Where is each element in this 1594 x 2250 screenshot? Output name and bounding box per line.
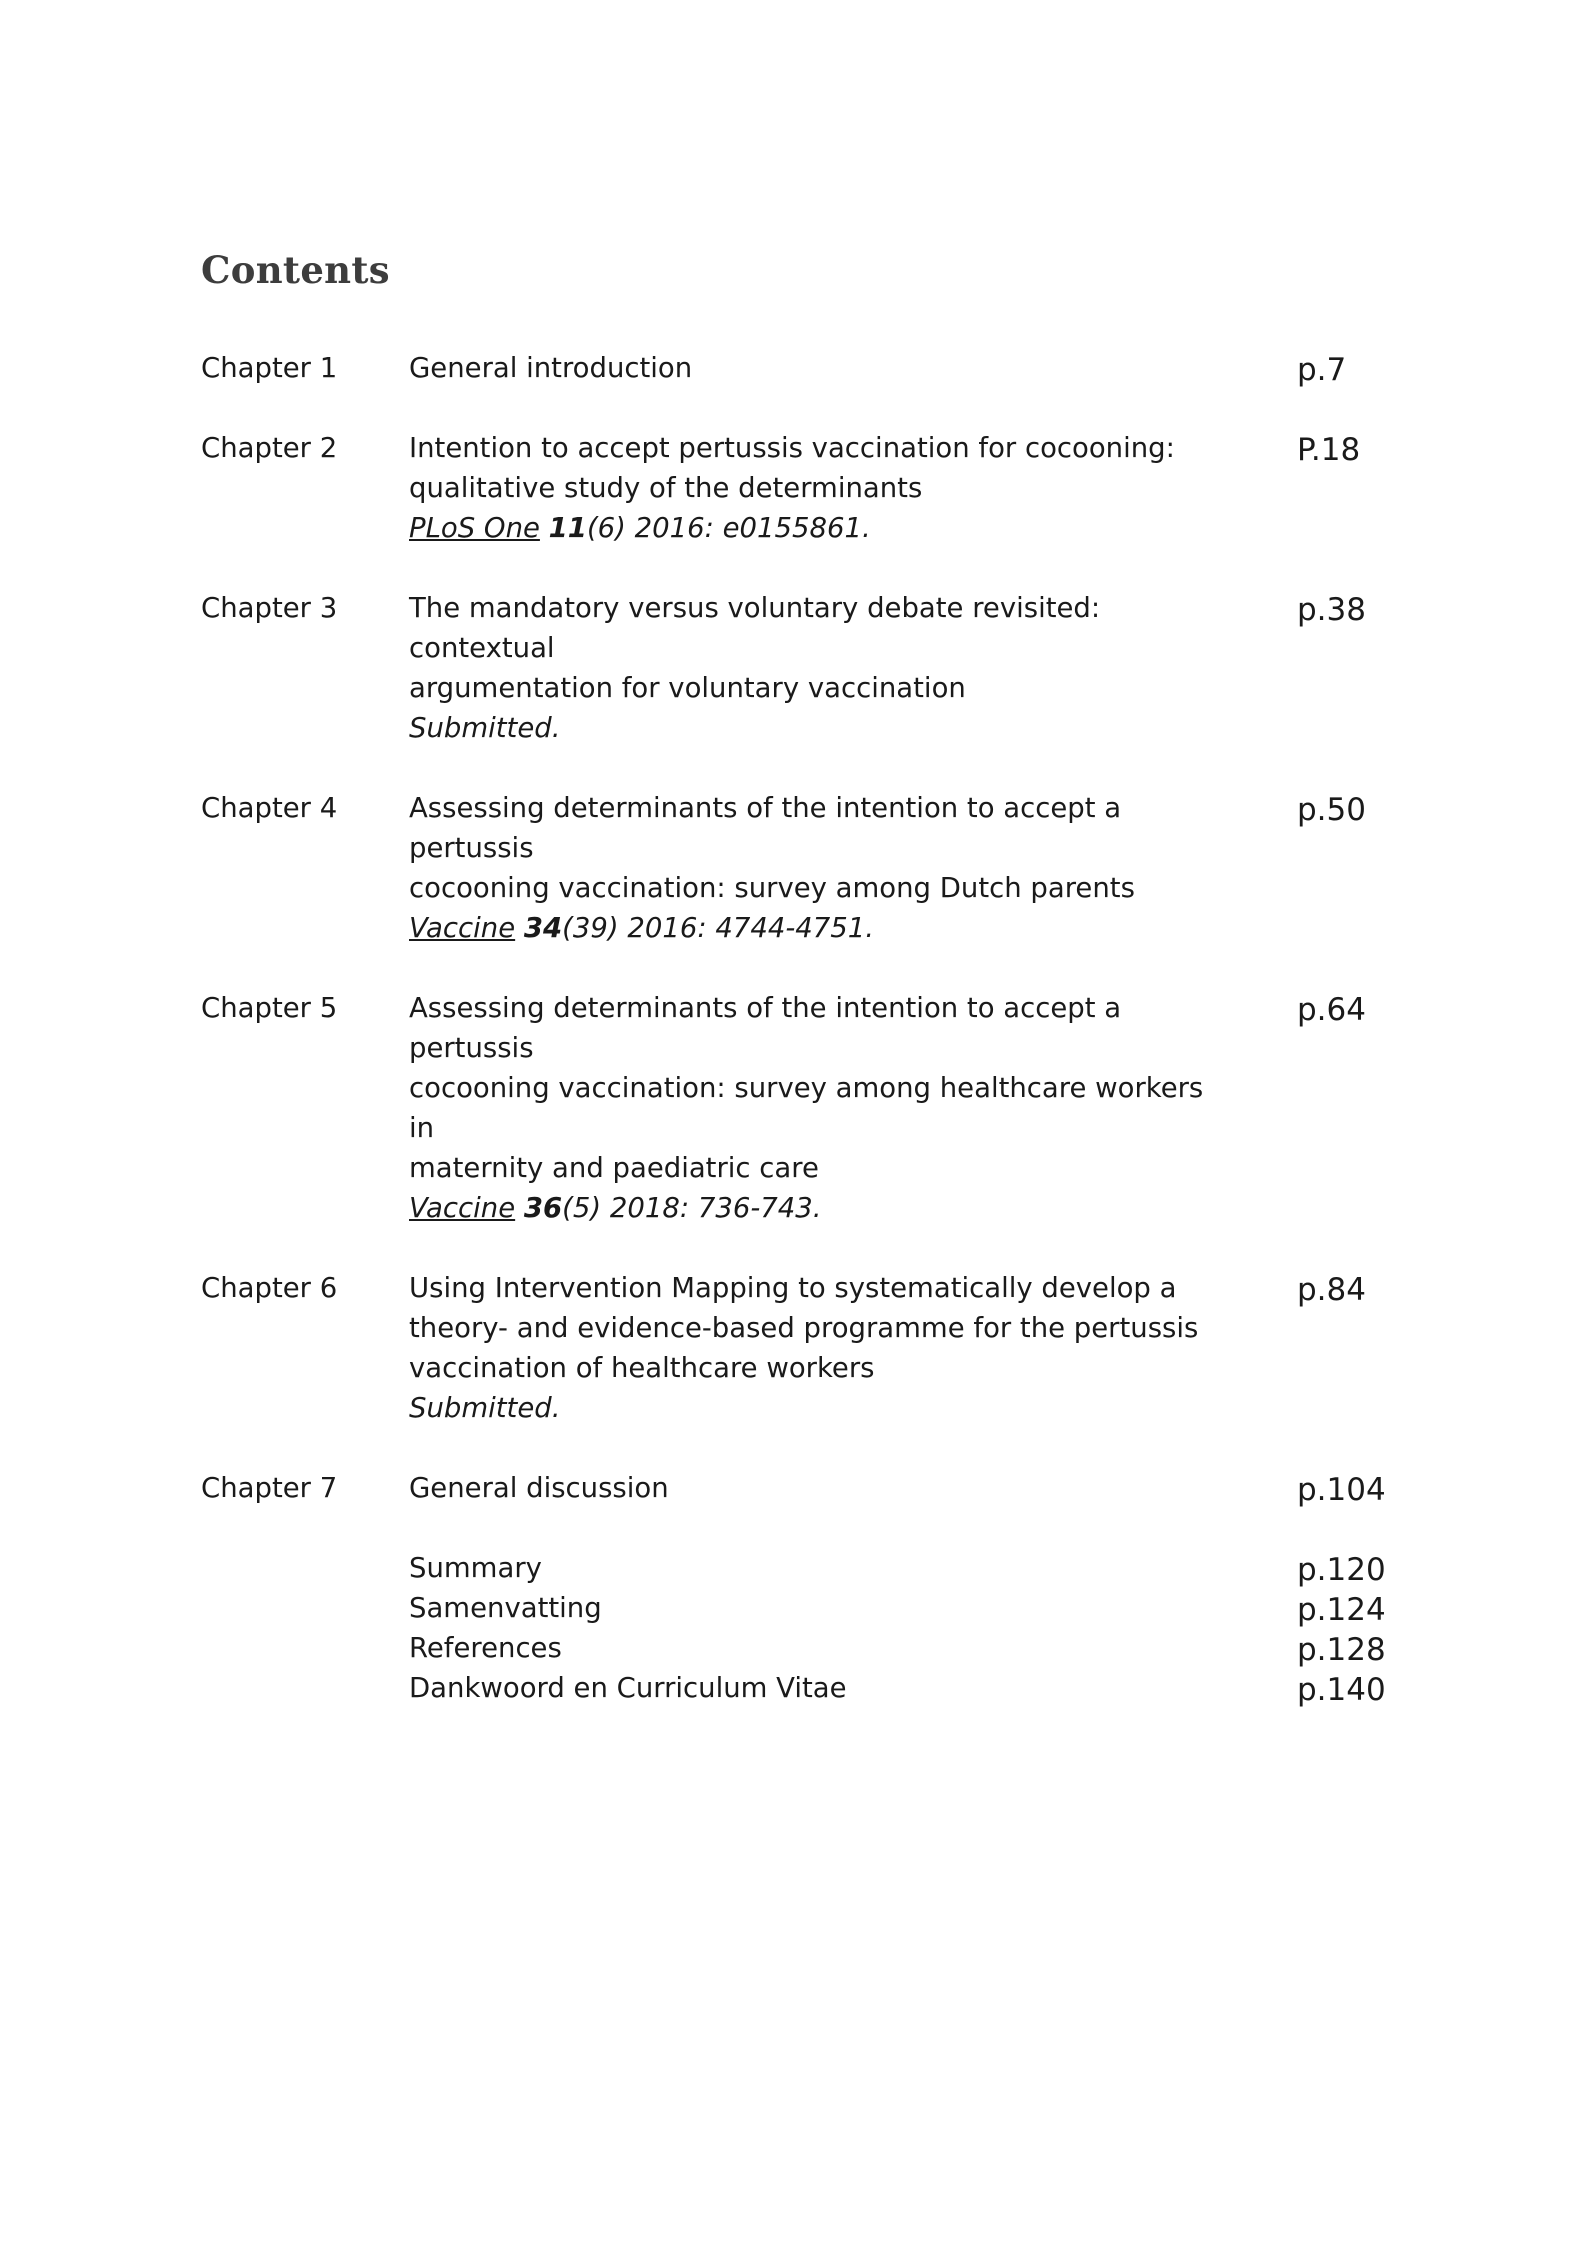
page-number: p.120: [1297, 1552, 1386, 1588]
publication-reference: [409, 908, 1209, 948]
publication-reference: [409, 1188, 1209, 1228]
journal-name: Vaccine: [409, 912, 516, 944]
chapter-label: Chapter 4: [201, 792, 338, 824]
page-number: p.128: [1297, 1632, 1386, 1668]
toc-entry-chapter-4: [201, 788, 1441, 948]
toc-entry-chapter-5: [201, 988, 1441, 1228]
toc-entry-summary: [201, 1548, 1441, 1588]
chapter-title: The mandatory versus voluntary debate revisited: contextual argumentation for voluntary vaccination: [409, 592, 1101, 704]
page-number: p.140: [1297, 1672, 1386, 1708]
toc-entry-references: [201, 1628, 1441, 1668]
page-number: p.124: [1297, 1592, 1386, 1628]
toc-entry-chapter-1: [201, 348, 1441, 388]
toc-entry-dankwoord: [201, 1668, 1441, 1708]
section-title: Samenvatting: [409, 1592, 602, 1624]
chapter-label: Chapter 2: [201, 432, 338, 464]
chapter-label: Chapter 5: [201, 992, 338, 1024]
chapter-title: Assessing determinants of the intention to accept a pertussis cocooning vaccination: survey among healthcare workers in maternity and paediatric care: [409, 992, 1204, 1184]
journal-volume: 34: [523, 912, 563, 944]
chapter-label: Chapter 3: [201, 592, 338, 624]
backmatter-list: [201, 1548, 1441, 1708]
page-number: p.7: [1297, 352, 1347, 388]
section-title: References: [409, 1632, 562, 1664]
page-title: Contents: [201, 248, 390, 292]
chapter-title: Assessing determinants of the intention to accept a pertussis cocooning vaccination: survey among Dutch parents: [409, 792, 1135, 904]
section-title: Summary: [409, 1552, 542, 1584]
chapter-title: Intention to accept pertussis vaccination for cocooning: qualitative study of the determinants: [409, 432, 1175, 504]
chapter-title: General introduction: [409, 352, 693, 384]
page-number: P.18: [1297, 432, 1361, 468]
page-number: p.38: [1297, 592, 1366, 628]
citation-details: (39) 2016: 4744-4751.: [562, 912, 874, 944]
toc-entry-chapter-7: [201, 1468, 1441, 1508]
page-number: p.64: [1297, 992, 1366, 1028]
journal-name: Vaccine: [409, 1192, 516, 1224]
section-title: Dankwoord en Curriculum Vitae: [409, 1672, 847, 1704]
page-number: p.84: [1297, 1272, 1366, 1308]
toc-entry-chapter-3: [201, 588, 1441, 748]
chapter-label: Chapter 1: [201, 352, 338, 384]
chapter-label: Chapter 7: [201, 1472, 338, 1504]
chapter-title: General discussion: [409, 1472, 669, 1504]
journal-volume: 36: [523, 1192, 563, 1224]
toc-entry-chapter-6: [201, 1268, 1441, 1428]
journal-volume: 11: [548, 512, 587, 544]
toc-entry-samenvatting: [201, 1588, 1441, 1628]
journal-name: PLoS One: [409, 512, 540, 544]
page-number: p.104: [1297, 1472, 1386, 1508]
chapter-label: Chapter 6: [201, 1272, 338, 1304]
citation-details: (5) 2018: 736-743.: [562, 1192, 822, 1224]
table-of-contents: [201, 348, 1441, 1708]
toc-entry-chapter-2: [201, 428, 1441, 548]
page-number: p.50: [1297, 792, 1366, 828]
citation-details: (6) 2016: e0155861.: [586, 512, 871, 544]
publication-status: Submitted.: [409, 1392, 561, 1424]
chapter-title: Using Intervention Mapping to systematically develop a theory- and evidence-based programme for the pertussis vaccination of healthcare workers: [409, 1272, 1199, 1384]
publication-status: Submitted.: [409, 712, 561, 744]
publication-reference: [409, 508, 1209, 548]
